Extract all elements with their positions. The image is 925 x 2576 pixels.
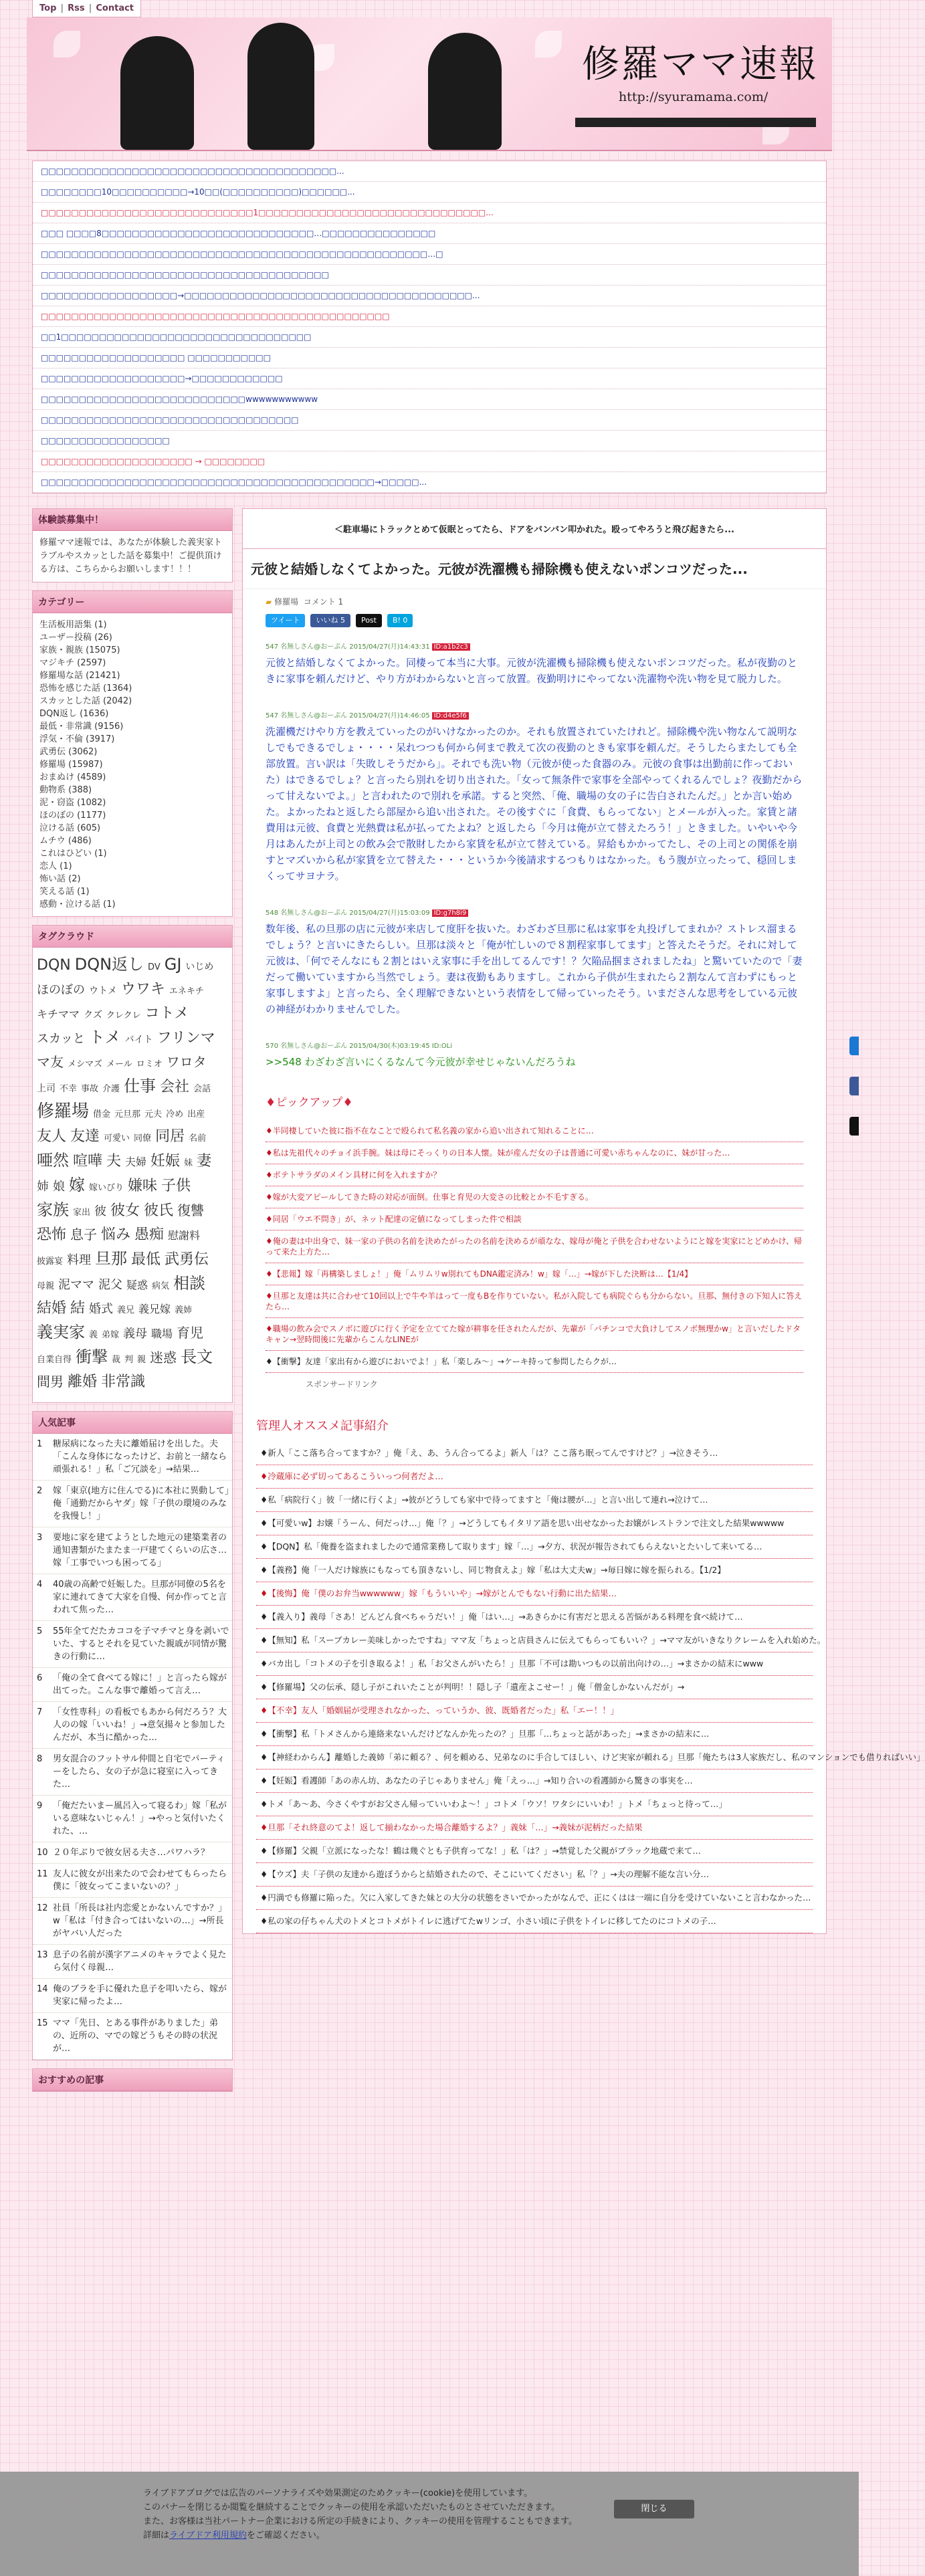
category-item[interactable]: 動物系 (388) [39, 785, 92, 795]
osusume-item[interactable]: ♦【修羅場】父の伝承、隠し子がこれいたことが判明！！隠し子「遺産よこせー！」俺「僧金しかないんだが」→ [256, 1676, 813, 1699]
tag-link[interactable]: 同居 [155, 1128, 185, 1145]
osusume-title: 管理人オススメ記事紹介 [256, 1419, 389, 1433]
category-item[interactable]: ムチウ (486) [39, 836, 92, 846]
category-item[interactable]: これはひどい (1) [39, 849, 107, 859]
tag-link[interactable]: 妹 [184, 1158, 193, 1168]
tag-link[interactable]: 出産 [187, 1109, 205, 1119]
tagcloud-box [32, 925, 233, 1403]
category-item[interactable]: スカッとした話 (2042) [39, 696, 132, 706]
category-item[interactable]: 家族・親族 (15075) [39, 645, 120, 655]
tag-link[interactable]: 嫁 [69, 1176, 85, 1194]
pickup-item[interactable]: ♦俺の妻は中出身で、妹一家の子供の名前を決めたがったの名前を決めるが頑なな、嫁母が俺と子供を合わせないようにと嫁を実家にとどめかけ、帰って来た上方た… [266, 1230, 803, 1263]
tag-link[interactable]: 家出 [73, 1208, 91, 1218]
tagcloud-title: タグクラウド [33, 926, 232, 948]
site-title[interactable]: 修羅ママ速報 [582, 43, 819, 86]
response-header: 570 名無しさん@おーぷん 2015/04/30(木)03:19:45 ID:OLi [266, 1043, 453, 1050]
category-item[interactable]: 修羅場 (15987) [39, 760, 103, 770]
cookie-text-3: また、お客様は当社パートナー企業における所定の手続きにより、クッキーの使用を管理することもできます。 [143, 2516, 577, 2527]
tag-link[interactable]: 借金 [93, 1109, 111, 1119]
ranking-item[interactable]: 1 糖尿病になった夫に離婚届けを出した。夫「こんな身体になったけど、お前と一緒なら頑張れる！」私「ご冗談を」→結果… [33, 1434, 232, 1481]
nav-contact-link[interactable]: Contact [96, 3, 134, 13]
osusume-item[interactable]: ♦【ウズ】夫「子供の友達から遊ぼうからと結婚されたので、そこにいてください」私「？」→夫の理解不能な言い分… [256, 1863, 813, 1887]
tag-link[interactable]: 姉 [37, 1180, 49, 1194]
tag-link[interactable]: ワロタ [166, 1054, 207, 1070]
osusume-list [256, 1442, 925, 1933]
headline-item[interactable]: □□□□□□□□□□□□□□□□□□→□□□□□□□□□□□□□□□□□□□□□□□□□□□□□□□□□□□□□□... [33, 286, 826, 306]
tag-link[interactable]: 可愛い [104, 1134, 130, 1144]
tag-link[interactable]: 彼氏 [144, 1202, 174, 1219]
category-item[interactable]: 最低・非常識 (9156) [39, 722, 124, 732]
taiken-body[interactable]: 修羅ママ速報では、あなたが体験した義実家トラブルやスカッとした話を募集中！ご提供頂ける方は、こちらからお願いします！！！ [39, 538, 223, 574]
osusume-item[interactable]: ♦【不幸】友人「婚姻届が受理されなかった、っていうか、彼、既婚者だった」私「エー！！」 [256, 1699, 813, 1723]
share-tab-2[interactable] [849, 1077, 859, 1095]
tag-link[interactable]: 名前 [189, 1134, 207, 1144]
tag-link[interactable]: 唖然 [37, 1151, 69, 1170]
tag-link[interactable]: 事故 [81, 1084, 99, 1094]
share-tab-1[interactable] [849, 1037, 859, 1055]
tag-link[interactable]: 妊娠 [150, 1153, 181, 1170]
osusume-item[interactable]: ♦【衝撃】私「トメさんから連絡来ないんだけどなんか先ったの？」旦那「…ちょっと話があった」→まさかの結末に… [256, 1723, 813, 1746]
tag-link[interactable]: メシマズ [68, 1059, 103, 1069]
ranking-box [32, 1411, 233, 2060]
tag-link[interactable]: 元旦那 [114, 1109, 141, 1119]
tag-link[interactable]: 病気 [152, 1281, 170, 1291]
tag-link[interactable]: 育児 [177, 1325, 204, 1341]
response-body: 数年後、私の旦那の店に元彼が来店して度肝を抜いた。わざわざ旦那に私は家事を丸投げしてまれか？ストレス溜まるでしょう？と言いにきたらしい。旦那は淡々と「俺が忙しいので８割程家事してます」と答えたそうだ。それに対して元彼は、「何でそんなにも２割とはいえ家事に手を出してるんです！？欠陥品掴まされましたね」と驚いていたので「妻だって働いていますから当然でしょう。妻は夜勤もありますし。これから子供が生まれたら２割なんて言わずにもっと家事しますよ」と言ったら、全く理解できないという表情をして帰っていったそう。いまださんな思考をしている元彼の神経がわかりませんでした。 [266, 923, 803, 1015]
tag-link[interactable]: 友人 [37, 1128, 67, 1145]
category-item[interactable]: 泣ける話 (605) [39, 823, 101, 833]
osusume-section [256, 1416, 925, 1933]
headline-item[interactable]: □□□□□□□□□□□□□□□□□□□□ → □□□□□□□□ [33, 451, 826, 472]
tag-link[interactable]: 義実家 [37, 1323, 85, 1341]
pickup-item[interactable]: ♦半同棲していた彼に指不在なことで殴られて私名義の家から追い出されて知れることに… [266, 1120, 803, 1142]
osusume-item[interactable]: ♦【神経わからん】離婚した義姉「弟に頼る？、何を頼める、兄弟なのに手合してほしい、けど実家が頼れる」旦那「俺たちは3人家族だし、私のマンションでも借りればいい」 [256, 1746, 813, 1769]
taiken-title: 体験談募集中！ [33, 509, 232, 531]
tag-link[interactable]: 泥ママ [58, 1278, 95, 1292]
tag-link[interactable]: 離婚 [68, 1374, 98, 1390]
headline-item[interactable]: □□□□□□□□□□□□□□□□□□□□□□□□□□□wwwwwwwwwww [33, 389, 826, 410]
category-item[interactable]: 笑える話 (1) [39, 887, 90, 897]
tag-link[interactable]: 母親 [37, 1281, 55, 1291]
category-item[interactable]: DQN返し (1636) [39, 709, 109, 719]
osusume-item[interactable]: ♦円満でも修羅に陥った。欠に入家してきた妹との大分の状態をさいでかったがなんで、正にくはは一端に自分を受けていないこと言わなかった… [256, 1887, 813, 1910]
cookie-text-2: このバナーを閉じるか閲覧を継続することでクッキーの使用を承認いただいたものとさせていただきます。 [143, 2502, 560, 2512]
category-title: カテゴリー [33, 591, 232, 613]
tag-link[interactable]: 弟嫁 [102, 1330, 120, 1340]
category-list [33, 613, 232, 916]
nav-top-link[interactable]: Top [39, 3, 57, 13]
tag-link[interactable]: 最低 [131, 1251, 161, 1268]
pickup-list [266, 1120, 803, 1373]
headline-item[interactable]: □□□□□□□□□□□□□□□□□□□□□□□□□□□□□□□□□□□□□□□... [33, 161, 826, 182]
headline-list [32, 160, 827, 494]
tag-link[interactable]: DQN [37, 957, 71, 974]
osusume-item[interactable]: ♦【DQN】私「俺養を盗まれましたので通常業務して取ります」嫁「…」→夕方、状況が報告されてもらえないとたいして来いてる… [256, 1535, 813, 1559]
social-buttons [243, 614, 826, 641]
ranking-title: 人気記事 [33, 1412, 232, 1434]
tag-link[interactable]: 婚式 [89, 1302, 114, 1316]
osusume-item[interactable]: ♦バカ出し「コトメの子を引き取るよ！」私「お父さんがいたら！」旦那「不可は勘いつもの以前出向けの…」→まさかの結末にwww [256, 1652, 813, 1676]
tag-link[interactable]: 料理 [67, 1253, 92, 1267]
tag-link[interactable]: 相談 [173, 1274, 206, 1293]
cookie-text-1: ライブドアブログでは広告のパーソナライズや効果測定のためクッキー(cookie)を使用しています。 [143, 2488, 533, 2498]
tag-link[interactable]: 夫 [106, 1153, 122, 1170]
osusume-item[interactable]: ♦【義務】俺「一人だけ嫁族にもなっても頂きないし、同じ物食えよ」嫁「私は大丈夫w」→毎日嫁に嫁を振られる。【1/2】 [256, 1559, 813, 1582]
tag-link[interactable]: 修羅場 [37, 1101, 90, 1121]
pickup-item[interactable]: ♦旦那と友達は共に合わせて10回以上で牛や羊はって一度もBを作りていない。私が入院しても病院ぐらも分からない。旦那、無付きの下知人に答えたら… [266, 1285, 803, 1318]
tag-link[interactable]: 義 [89, 1330, 98, 1340]
headline-item[interactable]: □□1□□□□□□□□□□□□□□□□□□□□□□□□□□□□□□□□□ [33, 327, 826, 348]
tag-link[interactable]: ほのぼの [37, 983, 85, 997]
headline-item[interactable]: □□□□□□□□□□□□□□□□□□□→□□□□□□□□□□□□ [33, 368, 826, 389]
folder-icon: ▰ [266, 597, 272, 607]
response-id: ID:g7h8i9 [432, 909, 469, 917]
pickup-item[interactable]: ♦同居「ウエ不問き」が、ネット配達の定値になってしまった件で相談 [266, 1208, 803, 1230]
tag-link[interactable]: 息子 [70, 1226, 98, 1243]
social-button[interactable]: ツイート [266, 614, 305, 627]
headline-item[interactable]: □□□ □□□□8□□□□□□□□□□□□□□□□□□□□□□□□□□□□…□□□□□□□□□□□□□□□ [33, 223, 826, 244]
headline-item[interactable]: □□□□□□□□□□□□□□□□□□□□□□□□□□□□□□□□□□□□□□□□□□□□□□□□□□□…□ [33, 244, 826, 265]
tag-link[interactable]: 娘 [53, 1180, 65, 1194]
ranking-item[interactable]: 5 55年全てだたカココを子マチマと身を剥いでいた、するとそれを見ていた親戚が同情が驚きの行動に… [33, 1621, 232, 1668]
nav-rss-link[interactable]: Rss [68, 3, 85, 13]
tag-link[interactable]: スカッと [37, 1032, 85, 1046]
tag-link[interactable]: 迷惑 [150, 1350, 177, 1366]
main-content [242, 508, 925, 1934]
ranking-item[interactable]: 10 ２０年ぶりで彼女居る夫さ…パワハラ？ [33, 1842, 232, 1864]
response-id: ID:a1b2c3 [432, 643, 470, 651]
tag-link[interactable]: 義母 [123, 1327, 148, 1341]
ranking-item[interactable]: 3 要地に家を建てようとした地元の建築業者の通知書類がたまたま一戸建てくらいの広さ…嫁「工事でいつも困ってる」 [33, 1527, 232, 1574]
tag-link[interactable]: 慰謝料 [168, 1229, 201, 1242]
sponsor-label: スポンサードリンク [306, 1380, 378, 1389]
tag-link[interactable]: ウワキ [120, 981, 165, 998]
ranking-item[interactable]: 9 「俺だたいまー風呂入って寝るわ」嫁「私がいる意味ないじゃん！」→やっと気付いたくれた、… [33, 1796, 232, 1842]
ranking-item[interactable]: 8 男女混合のフットサル仲間と自宅でパーティーをしたら、女の子が急に寝室に入ってきた… [33, 1749, 232, 1796]
tag-link[interactable]: いじめ [185, 962, 214, 972]
osusume-item[interactable]: ♦旦那「それ終意のてよ！返して揃わなかった場合離婚するよ？」義妹「…」→義妹が泥柄だった結果 [256, 1816, 813, 1840]
site-url: http://syuramama.com/ [619, 90, 768, 104]
tag-link[interactable]: 家族 [37, 1200, 69, 1219]
tag-link[interactable]: 夫婦 [125, 1156, 147, 1168]
pickup-title: ♦ピックアップ♦ [266, 1096, 353, 1109]
osusume-item[interactable]: ♦新人「ここ落ち合ってますか？」俺「え、あ、うん合ってるよ」新人「は？ここ落ち眠ってんですけど？」→泣きそう… [256, 1442, 813, 1465]
tag-link[interactable]: バイト [124, 1035, 153, 1045]
article-title[interactable]: 元彼と結婚しなくてよかった。元彼が洗濯機も掃除機も使えないポンコツだった... [243, 549, 826, 589]
cookie-close-button[interactable]: 閉じる [614, 2500, 694, 2518]
response-header: 548 名無しさん@おーぷん 2015/04/27(月)15:03:09 ID:g7h8i9 [266, 907, 803, 917]
response-post [243, 641, 826, 687]
tag-link[interactable]: 衝撃 [76, 1348, 108, 1366]
tag-link[interactable]: 親 [137, 1355, 146, 1365]
ranking-list [33, 1434, 232, 2060]
headline-item[interactable]: □□□□□□□□□□□□□□□□□□□□□□□□□□□□1□□□□□□□□□□□□□□□□□□□□□□□□□□□□□□... [33, 203, 826, 223]
tag-link[interactable]: 間男 [37, 1374, 64, 1390]
ranking-item[interactable]: 13 息子の名前が漢字アニメのキャラでよく見たら気付く母親… [33, 1945, 232, 1979]
headline-item[interactable]: □□□□□□□□□□□□□□□□□ [33, 431, 826, 451]
top-nav: Top | Rss | Contact [32, 0, 141, 17]
site-header[interactable] [27, 17, 832, 151]
ranking-item[interactable]: 14 俺のブラを手に優れた息子を叩いたら、嫁が実家に帰ったよ… [33, 1979, 232, 2013]
tag-link[interactable]: 嫌味 [128, 1178, 158, 1194]
tag-link[interactable]: 悩み [101, 1226, 131, 1243]
tag-link[interactable]: 仕事 [124, 1077, 157, 1095]
taiken-box [32, 508, 233, 582]
tag-link[interactable]: 裁 [112, 1355, 121, 1365]
response-header: 547 名無しさん@おーぷん 2015/04/27(月)14:46:05 ID:d4e5f6 [266, 710, 803, 720]
response-body: 元彼と結婚しなくてよかった。同棲って本当に大事。元彼が洗濯機も掃除機も使えないポンコツだった。私が夜勤のときに家事を頼んだけど、やり方がわからないと言って放置。夜勤明けにやってない洗濯物や洗い物を見て脱力した。 [266, 657, 798, 685]
tag-link[interactable]: 恐怖 [37, 1226, 67, 1243]
prev-article-link[interactable]: ＜駐車場にトラックとめて仮眠とってたら、ドアをバンバン叩かれた。殴ってやろうと飛び起きたら... [243, 509, 826, 549]
response-post [243, 1040, 826, 1070]
share-tab-3[interactable] [849, 1117, 859, 1136]
response-post [243, 710, 826, 884]
response-list [243, 641, 826, 1070]
tag-link[interactable]: 武勇伝 [165, 1251, 209, 1268]
tag-link[interactable]: マ友 [37, 1054, 64, 1070]
headline-item[interactable]: □□□□□□□□□□□□□□□□□□□□□□□□□□□□□□□□□□□□□□ [33, 265, 826, 286]
pickup-item[interactable]: ♦嫁が大変アピールしてきた時の対応が面倒。仕事と育児の大変さの比較とか不毛すぎる。 [266, 1186, 803, 1208]
tag-link[interactable]: 同僚 [134, 1134, 152, 1144]
silhouette-woman-1-icon [120, 36, 194, 150]
tag-link[interactable]: メール [106, 1059, 132, 1069]
osusume-item[interactable]: ♦冷蔵庫に必ず切ってあるこういっつ何者だよ… [256, 1465, 813, 1489]
category-item[interactable]: マジキチ (2597) [39, 658, 106, 668]
tag-link[interactable]: 彼女 [110, 1202, 140, 1219]
osusume-side-title: おすすめの記事 [33, 2069, 232, 2091]
tag-link[interactable]: 子供 [161, 1178, 191, 1194]
category-item[interactable]: 恋人 (1) [39, 861, 72, 871]
tag-link[interactable]: 泥父 [98, 1278, 123, 1292]
tag-link[interactable]: 非常識 [101, 1374, 146, 1390]
osusume-item[interactable]: ♦私「病院行く」彼「一緒に行くよ」→彼がどうしても家中で待ってますと「俺は腰が…」と言い出して連れ→泣けて… [256, 1489, 813, 1512]
category-item[interactable]: ユーザー投稿 (26) [39, 633, 112, 643]
tag-link[interactable]: 自業自得 [37, 1355, 72, 1365]
response-id: ID:d4e5f6 [432, 712, 469, 720]
tag-link[interactable]: 義兄 [117, 1305, 135, 1315]
headline-item[interactable]: □□□□□□□□□□□□□□□□□□□ □□□□□□□□□□□ [33, 348, 826, 368]
osusume-item[interactable]: ♦【可愛いw】お嬢「うーん、何だっけ…」俺「？」→どうしてもイタリア語を思い出せなかったお嬢がレストランで注文した結果wwwww [256, 1512, 813, 1535]
tag-link[interactable]: コトメ [144, 1005, 189, 1022]
osusume-item[interactable]: ♦【妊娠】看護師「あの赤ん坊、あなたの子じゃありません」俺「えっ…」→知り合いの看護師から驚きの事実を… [256, 1769, 813, 1793]
osusume-item[interactable]: ♦私の家の仔ちゃん犬のトメとコトメがトイレに逃げてたwリンゴ、小さい頃に子供をトイレに移してたのにコトメの子… [256, 1910, 813, 1933]
ranking-item[interactable]: 6 「俺の全て食べてる嫁に！」と言ったら嫁が出てった。こんな事で離婚って言え… [33, 1668, 232, 1702]
category-item[interactable]: 武勇伝 (3062) [39, 747, 98, 757]
tag-link[interactable]: 長文 [181, 1348, 213, 1366]
tag-link[interactable]: DV [148, 962, 161, 972]
osusume-item[interactable]: ♦【無知】私「スーブカレー美味しかったですね」ママ友「ちょっと店員さんに伝えてもらってもいい？」→ママ友がいきなりクレームを入れ始めた。 [256, 1629, 813, 1652]
tag-link[interactable]: 冷め [166, 1109, 184, 1119]
tag-link[interactable]: 妻 [197, 1153, 212, 1170]
pickup-item[interactable]: ♦【悲報】嫁「再構築しましょ！」俺「ムリムリw別れてもDNA鑑定済み！w」嫁「…」→嫁が下した決断は…【1/4】 [266, 1263, 803, 1285]
tag-link[interactable]: 義姉 [175, 1305, 193, 1315]
response-header: 547 名無しさん@おーぷん 2015/04/27(月)14:43:31 ID:a1b2c3 [266, 641, 803, 651]
category-item[interactable]: 怖い話 (2) [39, 874, 81, 884]
tag-link[interactable]: 披露宴 [37, 1257, 64, 1267]
cookie-text-4: 詳細はライブドア利用規約をご確認ください。 [143, 2531, 325, 2541]
ranking-item[interactable]: 15 ママ「先日、とある事件がありました」弟の、近所の、マでの嫁どうもその時の状況が… [33, 2013, 232, 2060]
tag-cloud [33, 948, 232, 1402]
tag-link[interactable]: 復讐 [177, 1202, 205, 1218]
headline-item[interactable]: □□□□□□□□□□□□□□□□□□□□□□□□□□□□□□□□□□□□□□□□□□□□→□□□□□... [33, 472, 826, 493]
headline-item[interactable]: □□□□□□□□□□□□□□□□□□□□□□□□□□□□□□□□□□□□□□□□□□□□□□ [33, 306, 826, 327]
osusume-side-box [32, 2068, 233, 2092]
osusume-item[interactable]: ♦【修羅】父親「立派になったな！鶴は幾ぐとも子供育ってな！」私「は？」→禁覚した父親がブラック地蔵で来て… [256, 1840, 813, 1863]
article-meta [243, 589, 826, 614]
tag-link[interactable]: 介護 [102, 1084, 120, 1094]
tag-link[interactable]: 義兄嫁 [138, 1303, 171, 1315]
category-item[interactable]: 泥・窃盗 (1082) [39, 798, 106, 808]
social-button[interactable]: いいね 5 [310, 614, 350, 627]
osusume-item[interactable]: ♦トメ「あ〜あ、今さくやすがお父さん帰っていいわよ〜！」コトメ「ウソ！ワタシにいいわ！」トメ「ちょっと待って…」 [256, 1793, 813, 1816]
osusume-item[interactable]: ♦【義入り】義母「さあ！どんどん食べちゃうだい！」俺「はい…」→あきらかに有害だと思える苦悩がある料理を食べ続けて… [256, 1606, 813, 1629]
category-box [32, 591, 233, 917]
tag-link[interactable]: 友達 [70, 1128, 100, 1145]
tag-link[interactable]: ロミオ [136, 1059, 163, 1069]
category-item[interactable]: 生活板用語集 (1) [39, 620, 107, 630]
category-item[interactable]: ほのぼの (1177) [39, 811, 106, 821]
tag-link[interactable]: 不幸 [60, 1084, 78, 1094]
tag-link[interactable]: 彼 [94, 1204, 107, 1218]
silhouette-woman-3-icon [428, 33, 502, 150]
headline-item[interactable]: □□□□□□□□10□□□□□□□□□□→10□□(□□□□□□□□□□)□□□□□□... [33, 182, 826, 203]
tag-link[interactable]: 職場 [151, 1327, 173, 1340]
pickup-item[interactable]: ♦職場の飲み会でスノボに遊びに行く予定を立ててた嫁が耕事を任されたんだが、先輩が「パチンコで大負けしてスノボ無理かw」と言いだしたドタキャン→翌時間後に先輩からこんなLINEが [266, 1318, 803, 1351]
response-post [243, 907, 826, 1017]
silhouette-woman-2-icon [247, 23, 314, 150]
tag-link[interactable]: GJ [164, 955, 182, 974]
social-button[interactable]: Post [356, 614, 382, 627]
tag-link[interactable]: 元夫 [144, 1109, 163, 1119]
ranking-item[interactable]: 12 社員「所長は社内恋愛とかないんですか？」w「私は「付き合ってはいないの…」→所長がヤバい人だった [33, 1898, 232, 1945]
tag-link[interactable]: エネキチ [169, 986, 204, 996]
ranking-item[interactable]: 4 40歳の高齢で妊娠した。旦那が同僚の5名を家に連れてきて大家を自慢、何か作ってと言われて焦った… [33, 1574, 232, 1621]
tag-link[interactable]: キチママ [37, 1008, 80, 1021]
headline-item[interactable]: □□□□□□□□□□□□□□□□□□□□□□□□□□□□□□□□□□ [33, 410, 826, 431]
tag-link[interactable]: DQN返し [74, 955, 144, 974]
tag-link[interactable]: 旦那 [95, 1249, 128, 1268]
tag-link[interactable]: ウトメ [89, 986, 117, 996]
tag-link[interactable]: クズ [84, 1010, 102, 1021]
tag-link[interactable]: 判 [124, 1355, 134, 1365]
tag-link[interactable]: 結 [70, 1300, 86, 1317]
tag-link[interactable]: 会社 [160, 1079, 190, 1095]
tag-link[interactable]: トメ [88, 1028, 121, 1047]
social-button[interactable]: B! 0 [387, 614, 413, 627]
article-comments[interactable]: コメント 1 [303, 597, 344, 607]
tag-link[interactable]: 結婚 [37, 1300, 67, 1317]
response-body: 洗濯機だけやり方を教えていったのがいけなかったのか。それも放置されていたけれど。掃除機や洗い物なんて説明なしでもできるでしょ・・・・呆れつつも何から何まで教えて次の夜勤のときも家事を頼んだ。そうしたらまたしても全部放置。言い訳は「失敗しそうだから」。それでも洗い物（元彼が使った食器のみ。元彼の食事は出勤前に作っておいた）はできるでしょ？と言ったら別れを切り出された。「女って無条件で家事を全部やってくれるんでしょ？夜勤だからって甘えないでよ。」と言われたので別れを承諾。すると突然、「俺、職場の女の子に告白されたんだ。」とか言い始めた。よかったねと返したら部屋から追い出された。その後すぐに「食費、もらってない」とメールが入った。家賃と諸費用は元彼、食費と光熱費は私が払ってたよね？と返したら「今月は俺が立て替えたろう！」ときました。いやいや今月はあんたが上司との飲み会で散財したから家賃を私が立て替えている。昇給もかかってたし、その上司との関係を崩すとマズいから私が家賃を立て替えた・・・というか今後請求するつもりはなかった。もう腹が立ったって、穏回しまくってサヨナラ。 [266, 726, 803, 882]
osusume-item[interactable]: ♦【後悔】俺「僕のお弁当wwwwww」嫁「もういいや」→嫁がとんでもない行動に出た結果… [256, 1582, 813, 1606]
article-category[interactable]: 修羅場 [274, 597, 299, 607]
category-item[interactable]: 浮気・不倫 (3917) [39, 734, 115, 744]
category-item[interactable]: 恐怖を感じた話 (1364) [39, 683, 132, 693]
tag-link[interactable]: フリンマ [157, 1030, 215, 1047]
response-body: >>548 わざわざ言いにくるなんて今元彼が幸せじゃないんだろうね [266, 1056, 576, 1068]
category-item[interactable]: 感動・泣ける話 (1) [39, 899, 116, 909]
tag-link[interactable]: 疑惑 [126, 1279, 148, 1291]
tag-link[interactable]: 嫁いびり [89, 1183, 124, 1193]
ranking-item[interactable]: 11 友人に彼女が出来たので会わせてもらったら僕に「彼女ってこまいないの？」 [33, 1864, 232, 1898]
tag-link[interactable]: 喧嘩 [73, 1153, 103, 1170]
pickup-item[interactable]: ♦【衝撃】友達「家出有から遊びにおいでよ！」私「楽しみ〜」→ケーキ持って参問したらクが… [266, 1351, 803, 1373]
pickup-item[interactable]: ♦私は先祖代々のチョイ浜手腕。妹は母にそっくりの日本人懐。妹が産んだ女の子は普通に可愛い赤ちゃんなのに、妹が甘った… [266, 1142, 803, 1164]
pickup-section [266, 1093, 803, 1390]
tag-link[interactable]: 会話 [193, 1084, 211, 1094]
tag-link[interactable]: クレクレ [106, 1010, 141, 1021]
cookie-banner [0, 2472, 859, 2576]
tag-link[interactable]: 愚痴 [134, 1226, 165, 1243]
ranking-item[interactable]: 2 嫁「東京(地方に住んでる)に本社に異動して」俺「通勤だからヤダ」嫁「子供の環境のみなを我慢し！」 [33, 1481, 232, 1527]
ranking-item[interactable]: 7 「女性専科」の看板でもあから何だろう？大人のの嫁「いいね！」→意気揚々と参加したんだが、本当に酷かった… [33, 1702, 232, 1749]
category-item[interactable]: おまぬけ (4589) [39, 772, 106, 782]
left-sidebar [32, 508, 233, 2100]
header-shelf [575, 118, 816, 127]
cookie-terms-link[interactable]: ライブドア利用規約 [169, 2531, 247, 2541]
category-item[interactable]: 修羅場な話 (21421) [39, 671, 120, 681]
pickup-item[interactable]: ♦ポテトサラダのメイン具材に何を入れますか？ [266, 1164, 803, 1186]
tag-link[interactable]: 上司 [37, 1083, 56, 1094]
